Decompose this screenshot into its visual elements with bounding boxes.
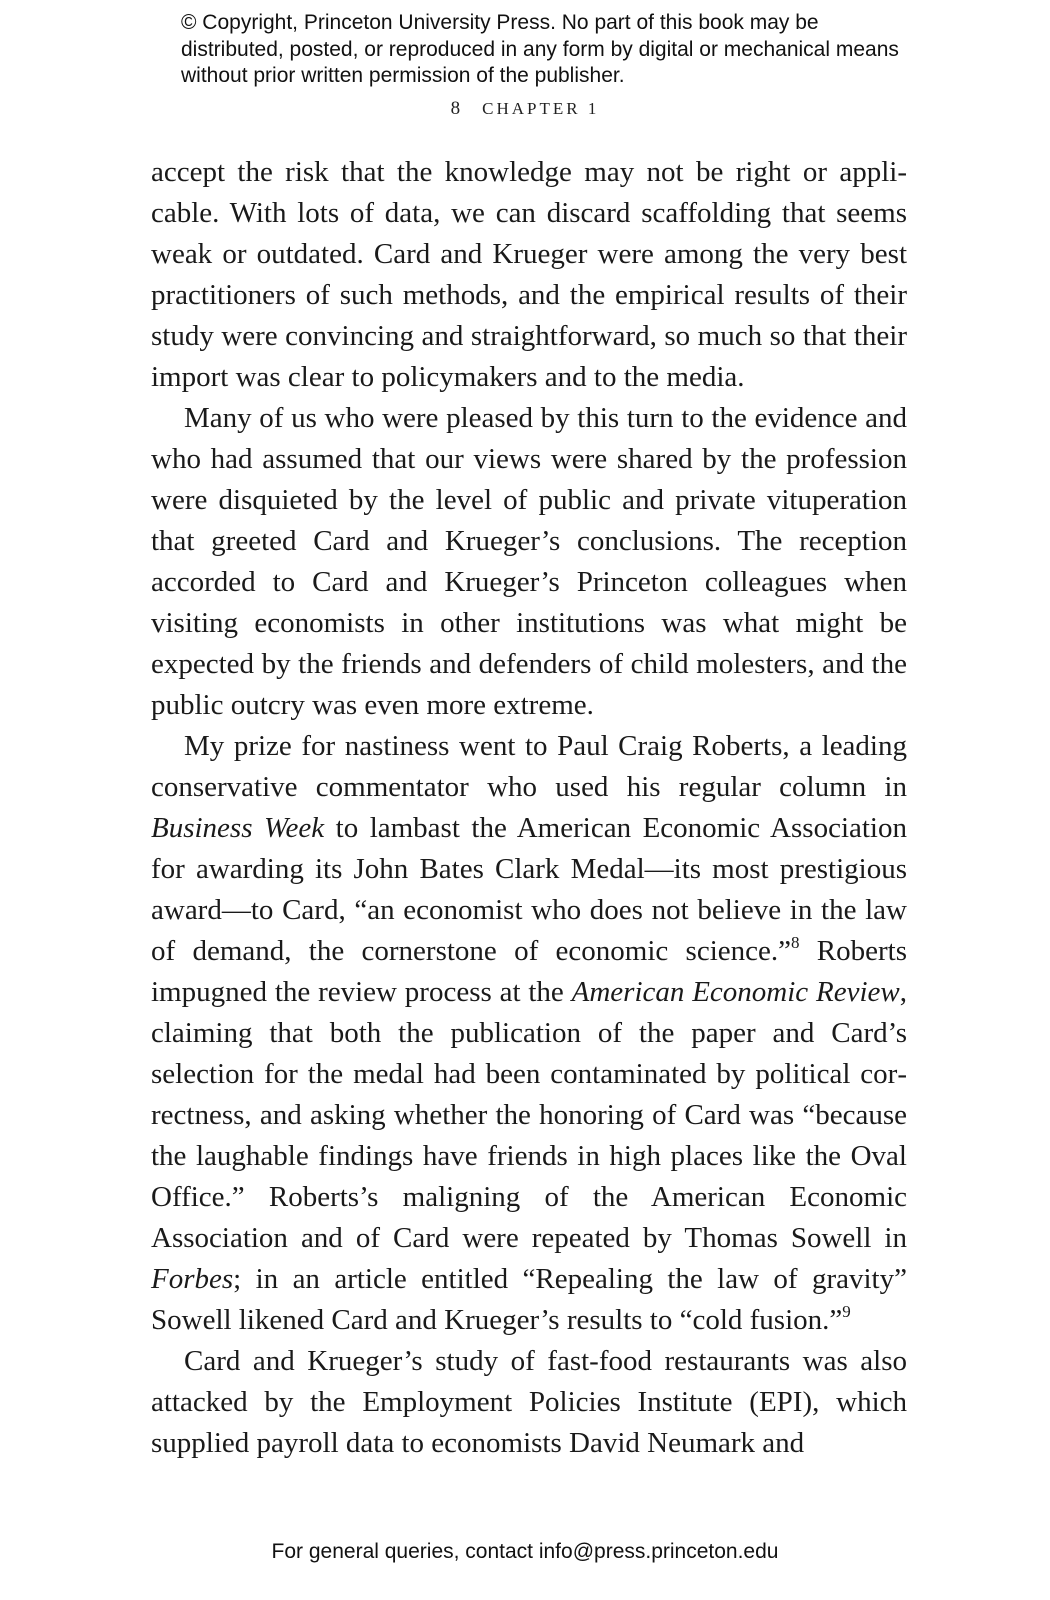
text-run: , claiming that both the publication of the paper and Card’s selection for the medal had been contaminated by political correctness, and asking whether the honoring of Card was “because the laughable findings have friends in high places like the Oval Office.” Roberts’s maligning of the American Economic Association and of Card were repeated by Thomas Sowell in <box>151 976 907 1254</box>
chapter-label: CHAPTER 1 <box>482 99 600 118</box>
footnote-ref: 8 <box>791 933 800 952</box>
text-run: accept the risk that the knowledge may not be right or applicable. With lots of data, we can discard scaffolding that seems weak or outdated. Card and Krueger were among the very best practitioners of such methods, and the empirical results of their study were convincing and straightforward, so much so that their import was clear to policymakers and to the media. <box>151 156 907 393</box>
italic-title: American Economic Review <box>571 976 900 1008</box>
italic-title: Business Week <box>151 812 325 844</box>
text-run: My prize for nastiness went to Paul Craig Roberts, a leading conservative commentator who used his regular column in <box>151 730 907 803</box>
footnote-ref: 9 <box>842 1302 851 1321</box>
text-run: ; in an article entitled “Repealing the law of gravity” Sowell likened Card and Krueger’s results to “cold fusion.” <box>151 1263 907 1336</box>
text-run: to lambast the American Economic Association for awarding its John Bates Clark Medal—its most prestigious award—to Card, “an economist who does not believe in the law of demand, the cornerstone of economic science.” <box>151 812 907 967</box>
paragraph <box>151 152 907 398</box>
body-text <box>151 152 907 1464</box>
text-run: Roberts impugned the review process at the <box>151 935 908 1008</box>
paragraph <box>151 726 907 1341</box>
text-run: Many of us who were pleased by this turn to the evidence and who had assumed that our views were shared by the profession were disquieted by the level of public and private vituperation that greeted Card and Krueger’s conclusions. The reception accorded to Card and Krueger’s Princeton colleagues when visiting economists in other institutions was what might be expected by the friends and defenders of child molesters, and the public outcry was even more extreme. <box>151 402 907 721</box>
running-head <box>0 98 1050 120</box>
footer-contact: For general queries, contact info@press.princeton.edu <box>271 1540 779 1563</box>
text-run: Card and Krueger’s study of fast-food restaurants was also attacked by the Employment Policies Institute (EPI), which supplied payroll data to economists David Neumark and <box>151 1345 907 1459</box>
paragraph <box>151 398 907 726</box>
paragraph <box>151 1341 907 1464</box>
page-number: 8 <box>450 98 461 119</box>
copyright-notice: © Copyright, Princeton University Press. No part of this book may be distributed, posted, or reproduced in any form by digital or mechanical means without prior written permission of the publisher. <box>181 11 899 87</box>
italic-title: Forbes <box>151 1263 234 1295</box>
